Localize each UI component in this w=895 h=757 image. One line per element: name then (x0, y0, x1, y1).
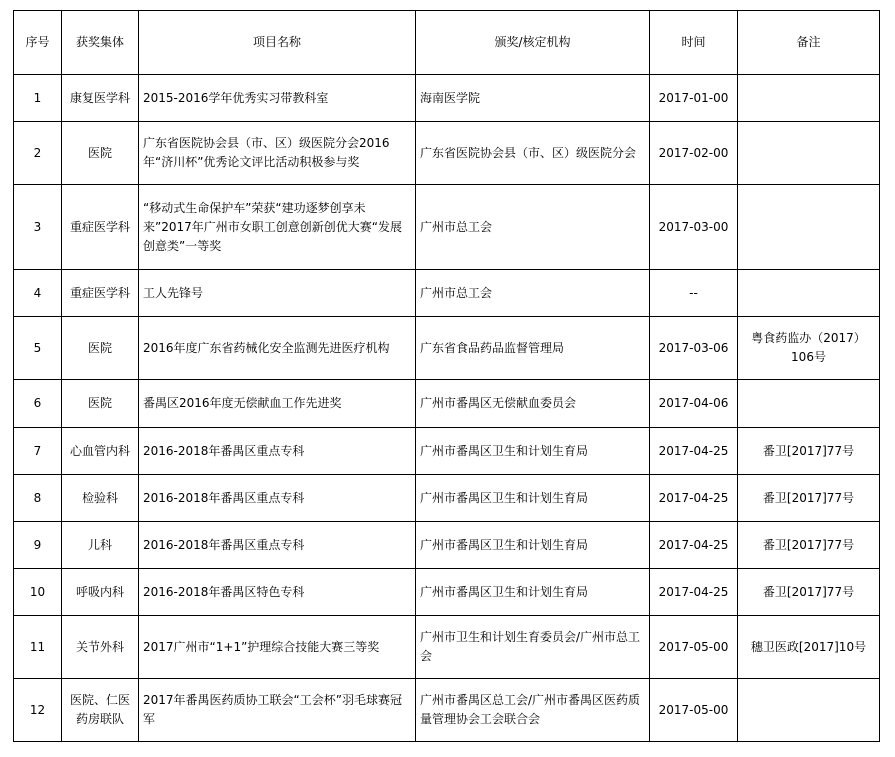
cell-note: 番卫[2017]77号 (738, 522, 880, 569)
table-row (14, 522, 880, 569)
header-time: 时间 (650, 11, 738, 75)
cell-note (738, 75, 880, 122)
table-row (14, 317, 880, 380)
cell-org: 广东省食品药品监督管理局 (416, 317, 650, 380)
cell-no: 10 (14, 569, 62, 616)
cell-org: 广东省医院协会县（市、区）级医院分会 (416, 122, 650, 185)
cell-no: 7 (14, 428, 62, 475)
cell-no: 2 (14, 122, 62, 185)
cell-group: 康复医学科 (62, 75, 139, 122)
cell-time: 2017-02-00 (650, 122, 738, 185)
cell-time: 2017-04-25 (650, 569, 738, 616)
header-note: 备注 (738, 11, 880, 75)
cell-time: 2017-04-25 (650, 475, 738, 522)
cell-time: 2017-04-25 (650, 428, 738, 475)
table-row (14, 380, 880, 428)
cell-group: 呼吸内科 (62, 569, 139, 616)
cell-project: 2015-2016学年优秀实习带教科室 (139, 75, 416, 122)
cell-time: 2017-03-00 (650, 185, 738, 270)
awards-table (13, 10, 880, 742)
cell-note (738, 380, 880, 428)
cell-group: 医院 (62, 122, 139, 185)
cell-org: 广州市番禺区无偿献血委员会 (416, 380, 650, 428)
table-row (14, 475, 880, 522)
cell-group: 儿科 (62, 522, 139, 569)
cell-no: 8 (14, 475, 62, 522)
table-row (14, 270, 880, 317)
cell-no: 4 (14, 270, 62, 317)
cell-org: 广州市番禺区卫生和计划生育局 (416, 522, 650, 569)
cell-project: 2016-2018年番禺区特色专科 (139, 569, 416, 616)
table-row (14, 679, 880, 742)
cell-project: 2016年度广东省药械化安全监测先进医疗机构 (139, 317, 416, 380)
cell-group: 医院、仁医药房联队 (62, 679, 139, 742)
cell-note (738, 185, 880, 270)
cell-note: 番卫[2017]77号 (738, 569, 880, 616)
table-row (14, 616, 880, 679)
table-row (14, 185, 880, 270)
cell-group: 医院 (62, 380, 139, 428)
cell-project: 工人先锋号 (139, 270, 416, 317)
cell-group: 关节外科 (62, 616, 139, 679)
cell-group: 检验科 (62, 475, 139, 522)
cell-org: 广州市番禺区总工会/广州市番禺区医药质量管理协会工会联合会 (416, 679, 650, 742)
table-row (14, 122, 880, 185)
cell-group: 心血管内科 (62, 428, 139, 475)
cell-time: 2017-04-06 (650, 380, 738, 428)
table-row (14, 75, 880, 122)
cell-group: 重症医学科 (62, 270, 139, 317)
table-header-row (14, 11, 880, 75)
cell-project: 番禺区2016年度无偿献血工作先进奖 (139, 380, 416, 428)
cell-project: 广东省医院协会县（市、区）级医院分会2016年“济川杯”优秀论文评比活动积极参与奖 (139, 122, 416, 185)
cell-note: 穗卫医政[2017]10号 (738, 616, 880, 679)
cell-project: 2017广州市“1+1”护理综合技能大赛三等奖 (139, 616, 416, 679)
cell-group: 医院 (62, 317, 139, 380)
cell-no: 1 (14, 75, 62, 122)
cell-time: 2017-05-00 (650, 679, 738, 742)
header-no: 序号 (14, 11, 62, 75)
cell-org: 广州市卫生和计划生育委员会/广州市总工会 (416, 616, 650, 679)
cell-note (738, 679, 880, 742)
cell-note (738, 122, 880, 185)
cell-no: 11 (14, 616, 62, 679)
header-group: 获奖集体 (62, 11, 139, 75)
cell-project: 2016-2018年番禺区重点专科 (139, 428, 416, 475)
cell-project: 2016-2018年番禺区重点专科 (139, 522, 416, 569)
cell-no: 12 (14, 679, 62, 742)
cell-time: -- (650, 270, 738, 317)
cell-project: 2017年番禺医药质协工联会“工会杯”羽毛球赛冠军 (139, 679, 416, 742)
cell-note: 番卫[2017]77号 (738, 475, 880, 522)
cell-note: 粤食药监办（2017）106号 (738, 317, 880, 380)
header-project: 项目名称 (139, 11, 416, 75)
cell-time: 2017-05-00 (650, 616, 738, 679)
table-row (14, 569, 880, 616)
cell-org: 广州市总工会 (416, 270, 650, 317)
cell-no: 6 (14, 380, 62, 428)
cell-no: 9 (14, 522, 62, 569)
cell-org: 广州市总工会 (416, 185, 650, 270)
cell-time: 2017-03-06 (650, 317, 738, 380)
cell-no: 3 (14, 185, 62, 270)
cell-note: 番卫[2017]77号 (738, 428, 880, 475)
cell-org: 广州市番禺区卫生和计划生育局 (416, 475, 650, 522)
cell-org: 广州市番禺区卫生和计划生育局 (416, 428, 650, 475)
cell-no: 5 (14, 317, 62, 380)
table-row (14, 428, 880, 475)
cell-group: 重症医学科 (62, 185, 139, 270)
cell-org: 海南医学院 (416, 75, 650, 122)
header-org: 颁奖/核定机构 (416, 11, 650, 75)
cell-note (738, 270, 880, 317)
cell-org: 广州市番禺区卫生和计划生育局 (416, 569, 650, 616)
cell-time: 2017-04-25 (650, 522, 738, 569)
cell-project: 2016-2018年番禺区重点专科 (139, 475, 416, 522)
cell-time: 2017-01-00 (650, 75, 738, 122)
cell-project: “移动式生命保护车”荣获“建功逐梦创享未来”2017年广州市女职工创意创新创优大赛“发展创意类”一等奖 (139, 185, 416, 270)
